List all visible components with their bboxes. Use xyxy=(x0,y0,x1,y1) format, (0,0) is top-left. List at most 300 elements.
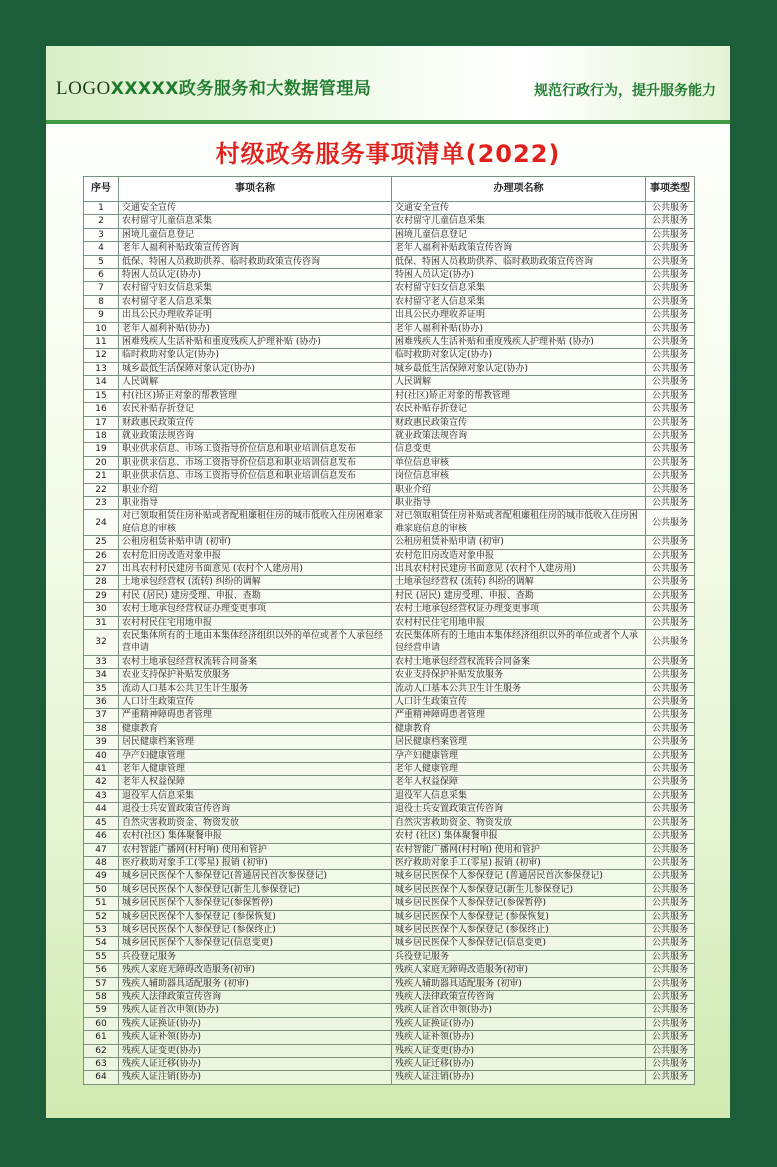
cell-item-type: 公共服务 xyxy=(646,456,695,469)
cell-item-name: 出具公民办理收养证明 xyxy=(119,309,392,322)
cell-no: 49 xyxy=(84,870,119,883)
cell-item-type: 公共服务 xyxy=(646,883,695,896)
cell-no: 58 xyxy=(84,990,119,1003)
table-row xyxy=(84,696,695,709)
cell-item-type: 公共服务 xyxy=(646,937,695,950)
cell-item-name: 农村留守老人信息采集 xyxy=(119,295,392,308)
table-row xyxy=(84,1058,695,1071)
cell-item-name: 残疾人证首次申领(协办) xyxy=(119,1004,392,1017)
header-handling-name: 办理项名称 xyxy=(392,177,646,202)
cell-no: 37 xyxy=(84,709,119,722)
cell-no: 8 xyxy=(84,295,119,308)
table-row xyxy=(84,228,695,241)
cell-handling-name: 临时救助对象认定(协办) xyxy=(392,349,646,362)
cell-item-type: 公共服务 xyxy=(646,655,695,668)
table-row xyxy=(84,589,695,602)
cell-item-type: 公共服务 xyxy=(646,749,695,762)
header-item-name: 事项名称 xyxy=(119,177,392,202)
table-row xyxy=(84,483,695,496)
cell-handling-name: 困境儿童信息登记 xyxy=(392,228,646,241)
table-row xyxy=(84,215,695,228)
table-row xyxy=(84,749,695,762)
cell-item-type: 公共服务 xyxy=(646,1031,695,1044)
cell-item-name: 农村土地承包经营权证办理变更事项 xyxy=(119,603,392,616)
table-row xyxy=(84,496,695,509)
table-row xyxy=(84,897,695,910)
cell-item-type: 公共服务 xyxy=(646,562,695,575)
cell-item-name: 城乡最低生活保障对象认定(协办) xyxy=(119,362,392,375)
cell-item-name: 土地承包经营权 (流转) 纠纷的调解 xyxy=(119,576,392,589)
cell-no: 28 xyxy=(84,576,119,589)
cell-no: 17 xyxy=(84,416,119,429)
table-row xyxy=(84,709,695,722)
cell-item-type: 公共服务 xyxy=(646,616,695,629)
cell-item-name: 职业供求信息、市场工资指导价位信息和职业培训信息发布 xyxy=(119,470,392,483)
cell-item-type: 公共服务 xyxy=(646,536,695,549)
cell-item-name: 城乡居民医保个人参保登记(信息变更) xyxy=(119,937,392,950)
cell-item-type: 公共服务 xyxy=(646,709,695,722)
cell-item-type: 公共服务 xyxy=(646,870,695,883)
cell-no: 44 xyxy=(84,803,119,816)
table-row xyxy=(84,416,695,429)
table-row xyxy=(84,255,695,268)
cell-no: 18 xyxy=(84,429,119,442)
cell-item-type: 公共服务 xyxy=(646,309,695,322)
cell-no: 9 xyxy=(84,309,119,322)
table-row xyxy=(84,1031,695,1044)
cell-item-name: 职业指导 xyxy=(119,496,392,509)
cell-handling-name: 老年人福利补贴(协办) xyxy=(392,322,646,335)
cell-handling-name: 农村土地承包经营权流转合同备案 xyxy=(392,655,646,668)
cell-item-type: 公共服务 xyxy=(646,1058,695,1071)
cell-handling-name: 农村 (社区) 集体聚餐申报 xyxy=(392,830,646,843)
cell-no: 46 xyxy=(84,830,119,843)
cell-handling-name: 出具农村村民建房书面意见 (农村个人建房用) xyxy=(392,562,646,575)
cell-handling-name: 城乡居民医保个人参保登记 (普通居民首次参保登记) xyxy=(392,870,646,883)
cell-item-name: 农村村民住宅用地申报 xyxy=(119,616,392,629)
cell-item-name: 农民集体所有的土地由本集体经济组织以外的单位或者个人承包经营申请 xyxy=(119,630,392,656)
cell-handling-name: 农村留守儿童信息采集 xyxy=(392,215,646,228)
cell-handling-name: 残疾人证注销(协办) xyxy=(392,1071,646,1084)
cell-no: 5 xyxy=(84,255,119,268)
cell-handling-name: 残疾人证迁移(协办) xyxy=(392,1058,646,1071)
cell-item-name: 出具农村村民建房书面意见 (农村个人建房用) xyxy=(119,562,392,575)
table-row xyxy=(84,736,695,749)
cell-no: 1 xyxy=(84,202,119,215)
cell-no: 29 xyxy=(84,589,119,602)
cell-handling-name: 城乡居民医保个人参保登记 (参保终止) xyxy=(392,923,646,936)
cell-no: 25 xyxy=(84,536,119,549)
table-row xyxy=(84,269,695,282)
cell-item-type: 公共服务 xyxy=(646,776,695,789)
cell-item-name: 残疾人法律政策宣传咨询 xyxy=(119,990,392,1003)
cell-handling-name: 残疾人法律政策宣传咨询 xyxy=(392,990,646,1003)
cell-item-type: 公共服务 xyxy=(646,977,695,990)
cell-item-name: 严重精神障碍患者管理 xyxy=(119,709,392,722)
table-row xyxy=(84,443,695,456)
cell-handling-name: 人口计生政策宣传 xyxy=(392,696,646,709)
table-body xyxy=(84,202,695,1085)
cell-item-name: 兵役登记服务 xyxy=(119,950,392,963)
table-row xyxy=(84,923,695,936)
cell-handling-name: 农村智能广播网(村村响) 使用和管护 xyxy=(392,843,646,856)
cell-handling-name: 农村危旧房改造对象申报 xyxy=(392,549,646,562)
cell-no: 14 xyxy=(84,376,119,389)
cell-item-name: 城乡居民医保个人参保登记 (参保终止) xyxy=(119,923,392,936)
cell-no: 3 xyxy=(84,228,119,241)
cell-item-type: 公共服务 xyxy=(646,696,695,709)
cell-item-type: 公共服务 xyxy=(646,269,695,282)
cell-no: 27 xyxy=(84,562,119,575)
cell-handling-name: 残疾人证换证(协办) xyxy=(392,1017,646,1030)
cell-item-name: 人民调解 xyxy=(119,376,392,389)
table-row xyxy=(84,349,695,362)
cell-no: 60 xyxy=(84,1017,119,1030)
cell-item-type: 公共服务 xyxy=(646,510,695,536)
cell-item-name: 老年人健康管理 xyxy=(119,763,392,776)
cell-handling-name: 单位信息审核 xyxy=(392,456,646,469)
cell-item-type: 公共服务 xyxy=(646,736,695,749)
table-row xyxy=(84,202,695,215)
cell-no: 57 xyxy=(84,977,119,990)
cell-no: 35 xyxy=(84,682,119,695)
cell-item-type: 公共服务 xyxy=(646,282,695,295)
table-row xyxy=(84,510,695,536)
cell-handling-name: 城乡居民医保个人参保登记(信息变更) xyxy=(392,937,646,950)
cell-item-name: 就业政策法规咨询 xyxy=(119,429,392,442)
table-row xyxy=(84,429,695,442)
cell-no: 55 xyxy=(84,950,119,963)
cell-item-type: 公共服务 xyxy=(646,202,695,215)
table-row xyxy=(84,856,695,869)
cell-item-name: 老年人福利补贴政策宣传咨询 xyxy=(119,242,392,255)
cell-item-name: 农村留守儿童信息采集 xyxy=(119,215,392,228)
table-row xyxy=(84,950,695,963)
table-row xyxy=(84,295,695,308)
cell-item-name: 农村智能广播网(村村响) 使用和管护 xyxy=(119,843,392,856)
table-row xyxy=(84,883,695,896)
table-row xyxy=(84,403,695,416)
table-row xyxy=(84,242,695,255)
cell-item-type: 公共服务 xyxy=(646,964,695,977)
cell-no: 2 xyxy=(84,215,119,228)
cell-no: 41 xyxy=(84,763,119,776)
table-row xyxy=(84,964,695,977)
table-row xyxy=(84,456,695,469)
cell-no: 50 xyxy=(84,883,119,896)
table-row xyxy=(84,803,695,816)
cell-item-name: 城乡居民医保个人参保登记(参保暂停) xyxy=(119,897,392,910)
cell-no: 23 xyxy=(84,496,119,509)
cell-item-name: 困难残疾人生活补贴和重度残疾人护理补贴 (协办) xyxy=(119,336,392,349)
cell-item-name: 农村(社区) 集体聚餐申报 xyxy=(119,830,392,843)
cell-no: 22 xyxy=(84,483,119,496)
cell-no: 45 xyxy=(84,816,119,829)
cell-no: 26 xyxy=(84,549,119,562)
cell-no: 59 xyxy=(84,1004,119,1017)
service-table xyxy=(83,176,695,1085)
cell-item-name: 农村留守妇女信息采集 xyxy=(119,282,392,295)
cell-no: 42 xyxy=(84,776,119,789)
table-row xyxy=(84,336,695,349)
table-row xyxy=(84,870,695,883)
cell-handling-name: 老年人权益保障 xyxy=(392,776,646,789)
cell-item-name: 残疾人证迁移(协办) xyxy=(119,1058,392,1071)
cell-no: 62 xyxy=(84,1044,119,1057)
cell-item-name: 残疾人证换证(协办) xyxy=(119,1017,392,1030)
table-row xyxy=(84,763,695,776)
cell-no: 47 xyxy=(84,843,119,856)
cell-handling-name: 岗位信息审核 xyxy=(392,470,646,483)
cell-handling-name: 残疾人证首次申领(协办) xyxy=(392,1004,646,1017)
org-name: XXXXX政务服务和大数据管理局 xyxy=(110,79,372,99)
cell-item-name: 低保、特困人员救助供养、临时救助政策宣传咨询 xyxy=(119,255,392,268)
cell-handling-name: 城乡最低生活保障对象认定(协办) xyxy=(392,362,646,375)
cell-handling-name: 医疗救助对象手工(零星) 报销 (初审) xyxy=(392,856,646,869)
cell-handling-name: 农村留守妇女信息采集 xyxy=(392,282,646,295)
cell-handling-name: 信息变更 xyxy=(392,443,646,456)
cell-handling-name: 农民补贴存折登记 xyxy=(392,403,646,416)
cell-handling-name: 困难残疾人生活补贴和重度残疾人护理补贴 (协办) xyxy=(392,336,646,349)
cell-item-name: 退役军人信息采集 xyxy=(119,789,392,802)
cell-handling-name: 退役军人信息采集 xyxy=(392,789,646,802)
cell-item-type: 公共服务 xyxy=(646,483,695,496)
cell-item-type: 公共服务 xyxy=(646,1044,695,1057)
cell-no: 20 xyxy=(84,456,119,469)
cell-item-type: 公共服务 xyxy=(646,923,695,936)
cell-handling-name: 特困人员认定(协办) xyxy=(392,269,646,282)
cell-item-name: 对已领取租赁住房补贴或者配租廉租住房的城市低收入住房困难家庭信息的审核 xyxy=(119,510,392,536)
header-item-type: 事项类型 xyxy=(646,177,695,202)
cell-item-type: 公共服务 xyxy=(646,295,695,308)
cell-item-type: 公共服务 xyxy=(646,322,695,335)
table-row xyxy=(84,549,695,562)
cell-item-type: 公共服务 xyxy=(646,242,695,255)
header-divider xyxy=(46,120,730,124)
cell-handling-name: 农村留守老人信息采集 xyxy=(392,295,646,308)
cell-handling-name: 交通安全宣传 xyxy=(392,202,646,215)
cell-item-type: 公共服务 xyxy=(646,830,695,843)
cell-handling-name: 对已领取租赁住房补贴或者配租廉租住房的城市低收入住房困难家庭信息的审核 xyxy=(392,510,646,536)
cell-item-name: 交通安全宣传 xyxy=(119,202,392,215)
cell-handling-name: 村民 (居民) 建房受理、申报、查勘 xyxy=(392,589,646,602)
cell-item-name: 财政惠民政策宣传 xyxy=(119,416,392,429)
cell-no: 30 xyxy=(84,603,119,616)
cell-no: 32 xyxy=(84,630,119,656)
logo xyxy=(56,74,371,100)
cell-no: 10 xyxy=(84,322,119,335)
cell-handling-name: 城乡居民医保个人参保登记(新生儿参保登记) xyxy=(392,883,646,896)
cell-handling-name: 老年人健康管理 xyxy=(392,763,646,776)
service-table-wrapper xyxy=(83,176,694,1085)
cell-item-type: 公共服务 xyxy=(646,1004,695,1017)
cell-item-type: 公共服务 xyxy=(646,950,695,963)
cell-handling-name: 残疾人证变更(协办) xyxy=(392,1044,646,1057)
table-row xyxy=(84,722,695,735)
cell-item-name: 退役士兵安置政策宣传咨询 xyxy=(119,803,392,816)
cell-item-name: 城乡居民医保个人参保登记 (参保恢复) xyxy=(119,910,392,923)
table-row xyxy=(84,1017,695,1030)
cell-item-type: 公共服务 xyxy=(646,576,695,589)
cell-item-type: 公共服务 xyxy=(646,443,695,456)
cell-item-name: 老年人福利补贴(协办) xyxy=(119,322,392,335)
table-row xyxy=(84,682,695,695)
cell-no: 33 xyxy=(84,655,119,668)
cell-handling-name: 残疾人辅助器具适配服务 (初审) xyxy=(392,977,646,990)
cell-handling-name: 公租房租赁补贴申请 (初审) xyxy=(392,536,646,549)
table-row xyxy=(84,669,695,682)
cell-item-type: 公共服务 xyxy=(646,1017,695,1030)
cell-item-type: 公共服务 xyxy=(646,215,695,228)
cell-handling-name: 农业支持保护补贴发放服务 xyxy=(392,669,646,682)
cell-no: 4 xyxy=(84,242,119,255)
header-bar xyxy=(46,46,730,120)
cell-item-type: 公共服务 xyxy=(646,549,695,562)
cell-item-name: 职业供求信息、市场工资指导价位信息和职业培训信息发布 xyxy=(119,443,392,456)
cell-item-name: 残疾人辅助器具适配服务 (初审) xyxy=(119,977,392,990)
table-row xyxy=(84,843,695,856)
cell-item-type: 公共服务 xyxy=(646,589,695,602)
cell-item-name: 残疾人证注销(协办) xyxy=(119,1071,392,1084)
cell-no: 31 xyxy=(84,616,119,629)
table-row xyxy=(84,990,695,1003)
cell-handling-name: 退役士兵安置政策宣传咨询 xyxy=(392,803,646,816)
cell-handling-name: 健康教育 xyxy=(392,722,646,735)
cell-item-name: 自然灾害救助资金、物资发放 xyxy=(119,816,392,829)
cell-no: 15 xyxy=(84,389,119,402)
cell-no: 51 xyxy=(84,897,119,910)
table-row xyxy=(84,830,695,843)
cell-item-name: 孕产妇健康管理 xyxy=(119,749,392,762)
cell-no: 34 xyxy=(84,669,119,682)
cell-item-type: 公共服务 xyxy=(646,1071,695,1084)
slogan: 规范行政行为，提升服务能力 xyxy=(534,83,716,99)
cell-item-type: 公共服务 xyxy=(646,669,695,682)
cell-item-name: 健康教育 xyxy=(119,722,392,735)
cell-no: 11 xyxy=(84,336,119,349)
cell-item-name: 老年人权益保障 xyxy=(119,776,392,789)
cell-handling-name: 农村村民住宅用地申报 xyxy=(392,616,646,629)
cell-item-name: 农村危旧房改造对象申报 xyxy=(119,549,392,562)
cell-item-type: 公共服务 xyxy=(646,682,695,695)
cell-item-name: 残疾人家庭无障碍改造服务(初审) xyxy=(119,964,392,977)
logo-text: LOGO xyxy=(56,78,111,99)
cell-handling-name: 城乡居民医保个人参保登记 (参保恢复) xyxy=(392,910,646,923)
cell-no: 64 xyxy=(84,1071,119,1084)
cell-no: 52 xyxy=(84,910,119,923)
table-row xyxy=(84,376,695,389)
page-title: 村级政务服务事项清单(2022) xyxy=(215,140,561,168)
cell-item-name: 农业支持保护补贴发放服务 xyxy=(119,669,392,682)
cell-no: 21 xyxy=(84,470,119,483)
cell-handling-name: 低保、特困人员救助供养、临时救助政策宣传咨询 xyxy=(392,255,646,268)
cell-handling-name: 职业介绍 xyxy=(392,483,646,496)
cell-no: 61 xyxy=(84,1031,119,1044)
cell-item-type: 公共服务 xyxy=(646,910,695,923)
cell-no: 39 xyxy=(84,736,119,749)
cell-item-type: 公共服务 xyxy=(646,336,695,349)
cell-item-type: 公共服务 xyxy=(646,362,695,375)
table-row xyxy=(84,322,695,335)
cell-no: 24 xyxy=(84,510,119,536)
cell-item-type: 公共服务 xyxy=(646,897,695,910)
cell-handling-name: 就业政策法规咨询 xyxy=(392,429,646,442)
table-row xyxy=(84,816,695,829)
cell-item-name: 农村土地承包经营权流转合同备案 xyxy=(119,655,392,668)
table-header-row xyxy=(84,177,695,202)
cell-item-name: 公租房租赁补贴申请 (初审) xyxy=(119,536,392,549)
cell-handling-name: 土地承包经营权 (流转) 纠纷的调解 xyxy=(392,576,646,589)
cell-item-type: 公共服务 xyxy=(646,416,695,429)
cell-item-type: 公共服务 xyxy=(646,843,695,856)
cell-item-name: 职业供求信息、市场工资指导价位信息和职业培训信息发布 xyxy=(119,456,392,469)
cell-no: 56 xyxy=(84,964,119,977)
table-row xyxy=(84,309,695,322)
table-row xyxy=(84,282,695,295)
cell-item-name: 困境儿童信息登记 xyxy=(119,228,392,241)
cell-handling-name: 孕产妇健康管理 xyxy=(392,749,646,762)
cell-item-type: 公共服务 xyxy=(646,763,695,776)
cell-handling-name: 人民调解 xyxy=(392,376,646,389)
table-row xyxy=(84,1004,695,1017)
table-row xyxy=(84,362,695,375)
cell-item-type: 公共服务 xyxy=(646,803,695,816)
cell-item-type: 公共服务 xyxy=(646,349,695,362)
cell-no: 13 xyxy=(84,362,119,375)
cell-item-name: 职业介绍 xyxy=(119,483,392,496)
cell-item-type: 公共服务 xyxy=(646,255,695,268)
cell-item-type: 公共服务 xyxy=(646,856,695,869)
cell-no: 63 xyxy=(84,1058,119,1071)
cell-item-name: 村民 (居民) 建房受理、申报、查勘 xyxy=(119,589,392,602)
cell-handling-name: 出具公民办理收养证明 xyxy=(392,309,646,322)
cell-no: 48 xyxy=(84,856,119,869)
cell-no: 12 xyxy=(84,349,119,362)
cell-handling-name: 村(社区)矫正对象的帮教管理 xyxy=(392,389,646,402)
cell-handling-name: 农民集体所有的土地由本集体经济组织以外的单位或者个人承包经营申请 xyxy=(392,630,646,656)
table-row xyxy=(84,1071,695,1084)
table-row xyxy=(84,910,695,923)
cell-item-type: 公共服务 xyxy=(646,496,695,509)
table-row xyxy=(84,562,695,575)
cell-handling-name: 财政惠民政策宣传 xyxy=(392,416,646,429)
cell-item-type: 公共服务 xyxy=(646,470,695,483)
cell-no: 6 xyxy=(84,269,119,282)
table-row xyxy=(84,789,695,802)
cell-handling-name: 残疾人家庭无障碍改造服务(初审) xyxy=(392,964,646,977)
table-row xyxy=(84,776,695,789)
cell-no: 53 xyxy=(84,923,119,936)
cell-no: 7 xyxy=(84,282,119,295)
cell-no: 40 xyxy=(84,749,119,762)
cell-item-type: 公共服务 xyxy=(646,403,695,416)
cell-item-type: 公共服务 xyxy=(646,376,695,389)
cell-item-name: 人口计生政策宣传 xyxy=(119,696,392,709)
cell-no: 38 xyxy=(84,722,119,735)
cell-item-type: 公共服务 xyxy=(646,389,695,402)
cell-handling-name: 城乡居民医保个人参保登记(参保暂停) xyxy=(392,897,646,910)
cell-handling-name: 自然灾害救助资金、物资发放 xyxy=(392,816,646,829)
table-row xyxy=(84,603,695,616)
cell-item-name: 居民健康档案管理 xyxy=(119,736,392,749)
cell-handling-name: 残疾人证补领(协办) xyxy=(392,1031,646,1044)
cell-item-type: 公共服务 xyxy=(646,990,695,1003)
table-row xyxy=(84,470,695,483)
cell-handling-name: 兵役登记服务 xyxy=(392,950,646,963)
cell-handling-name: 职业指导 xyxy=(392,496,646,509)
table-row xyxy=(84,977,695,990)
board-panel xyxy=(46,46,730,1118)
